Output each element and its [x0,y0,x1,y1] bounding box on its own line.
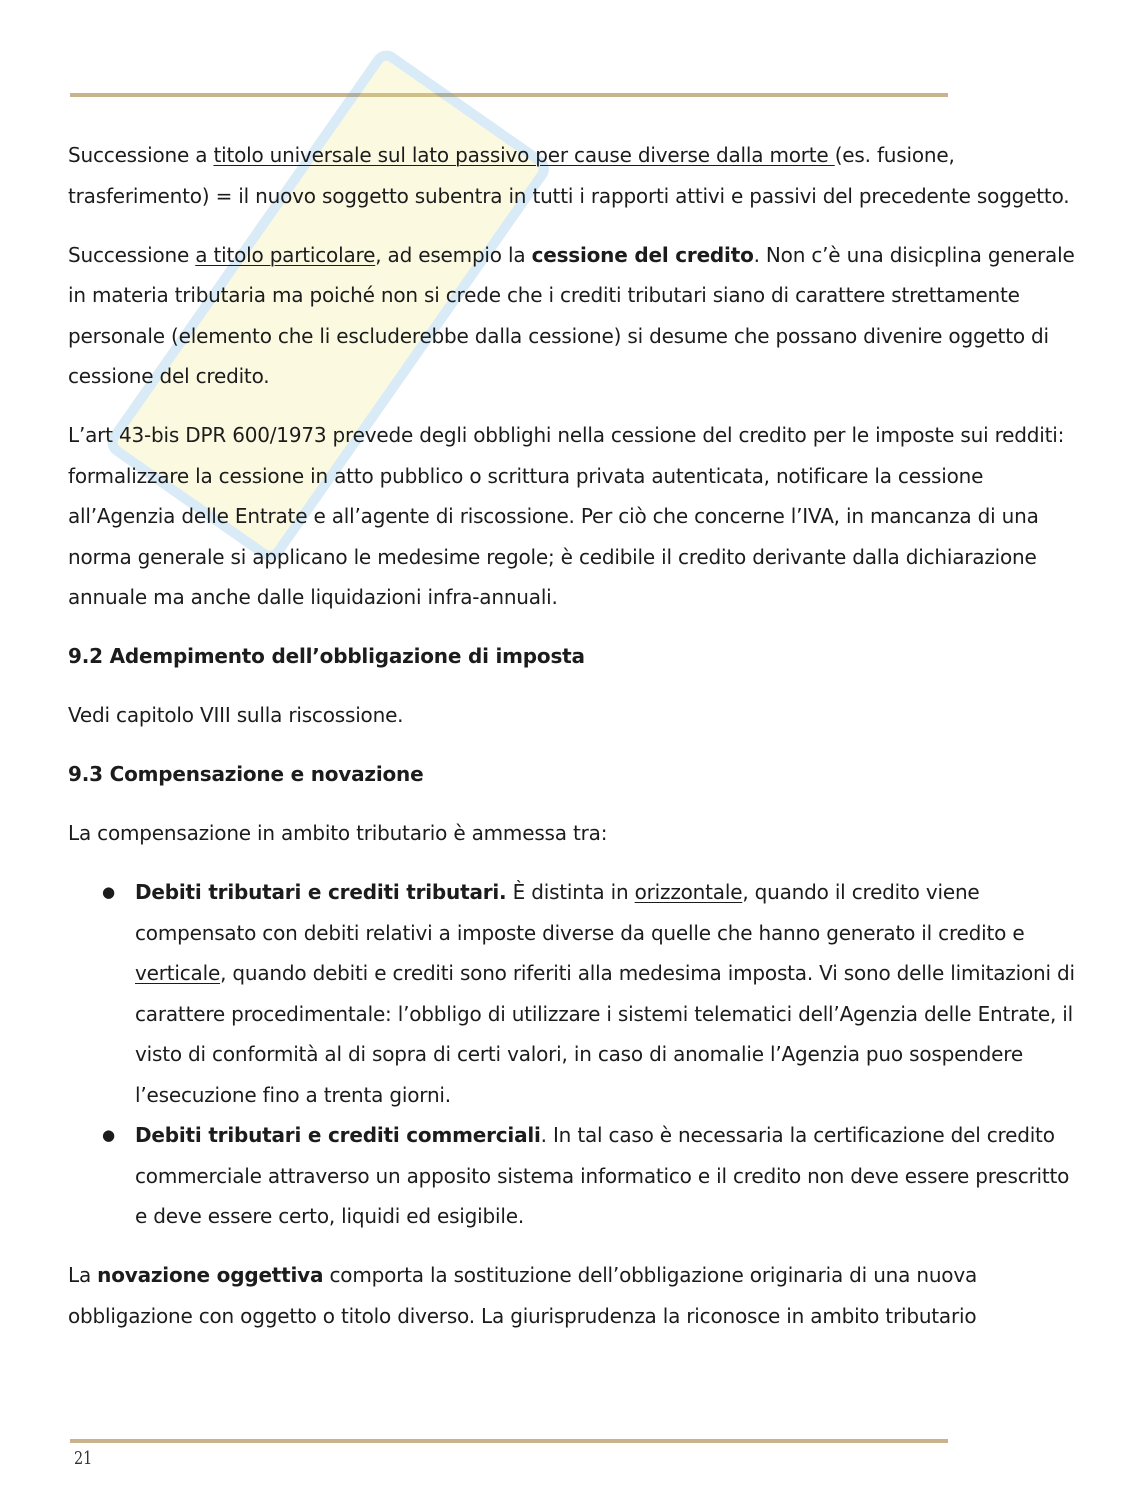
section-heading-9-3: 9.3 Compensazione e novazione [68,762,424,786]
page-number: 21 [74,1448,93,1469]
paragraph-compensazione-intro: La compensazione in ambito tributario è ammessa tra: [68,821,608,845]
page-content [68,135,1080,1355]
bullet-icon: ● [102,883,115,901]
paragraph-novazione: La novazione oggettiva comporta la sostituzione dell’obbligazione originaria di una nuova obbligazione con oggetto o titolo diverso. La giurisprudenza la riconosce in ambito tributario [68,1263,978,1328]
bullet-icon: ● [102,1126,115,1144]
paragraph-vedi-capitolo: Vedi capitolo VIII sulla riscossione. [68,703,404,727]
list-item: ● Debiti tributari e crediti commerciali. In tal caso è necessaria la certificazione del credito commerciale attraverso un apposito sistema informatico e il credito non deve essere prescritto e deve essere certo, liquidi ed esigibile. [68,1115,1080,1237]
footer-rule [70,1439,948,1443]
header-rule [70,93,948,97]
paragraph-art-43-bis: L’art 43-bis DPR 600/1973 prevede degli obblighi nella cessione del credito per le imposte sui redditi: formalizzare la cessione in atto pubblico o scrittura privata autenticata, notificare la cessione all’Agenzia delle Entrate e all’agente di riscossione. Per ciò che concerne l’IVA, in mancanza di una norma generale si applicano le medesime regole; è cedibile il credito derivante dalla dichiarazione annuale ma anche dalle liquidazioni infra-annuali. [68,423,1065,609]
paragraph-successione-universale: Successione a titolo universale sul lato passivo per cause diverse dalla morte (es. fusione, trasferimento) = il nuovo soggetto subentra in tutti i rapporti attivi e passivi del precedente soggetto. [68,143,1070,208]
section-heading-9-2: 9.2 Adempimento dell’obbligazione di imposta [68,644,585,668]
compensation-list [68,872,1080,1237]
paragraph-successione-particolare: Successione a titolo particolare, ad esempio la cessione del credito. Non c’è una disicplina generale in materia tributaria ma poiché non si crede che i crediti tributari siano di carattere strettamente personale (elemento che li escluderebbe dalla cessione) si desume che possano divenire oggetto di cessione del credito. [68,242,1075,388]
list-item: ● Debiti tributari e crediti tributari. È distinta in orizzontale, quando il credito viene compensato con debiti relativi a imposte diverse da quelle che hanno generato il credito e verticale, quando debiti e crediti sono riferiti alla medesima imposta. Vi sono delle limitazioni di carattere procedimentale: l’obbligo di utilizzare i sistemi telematici dell’Agenzia delle Entrate, il visto di conformità al di sopra di certi valori, in caso di anomalie l’Agenzia puo sospendere l’esecuzione fino a trenta giorni. [68,872,1080,1115]
